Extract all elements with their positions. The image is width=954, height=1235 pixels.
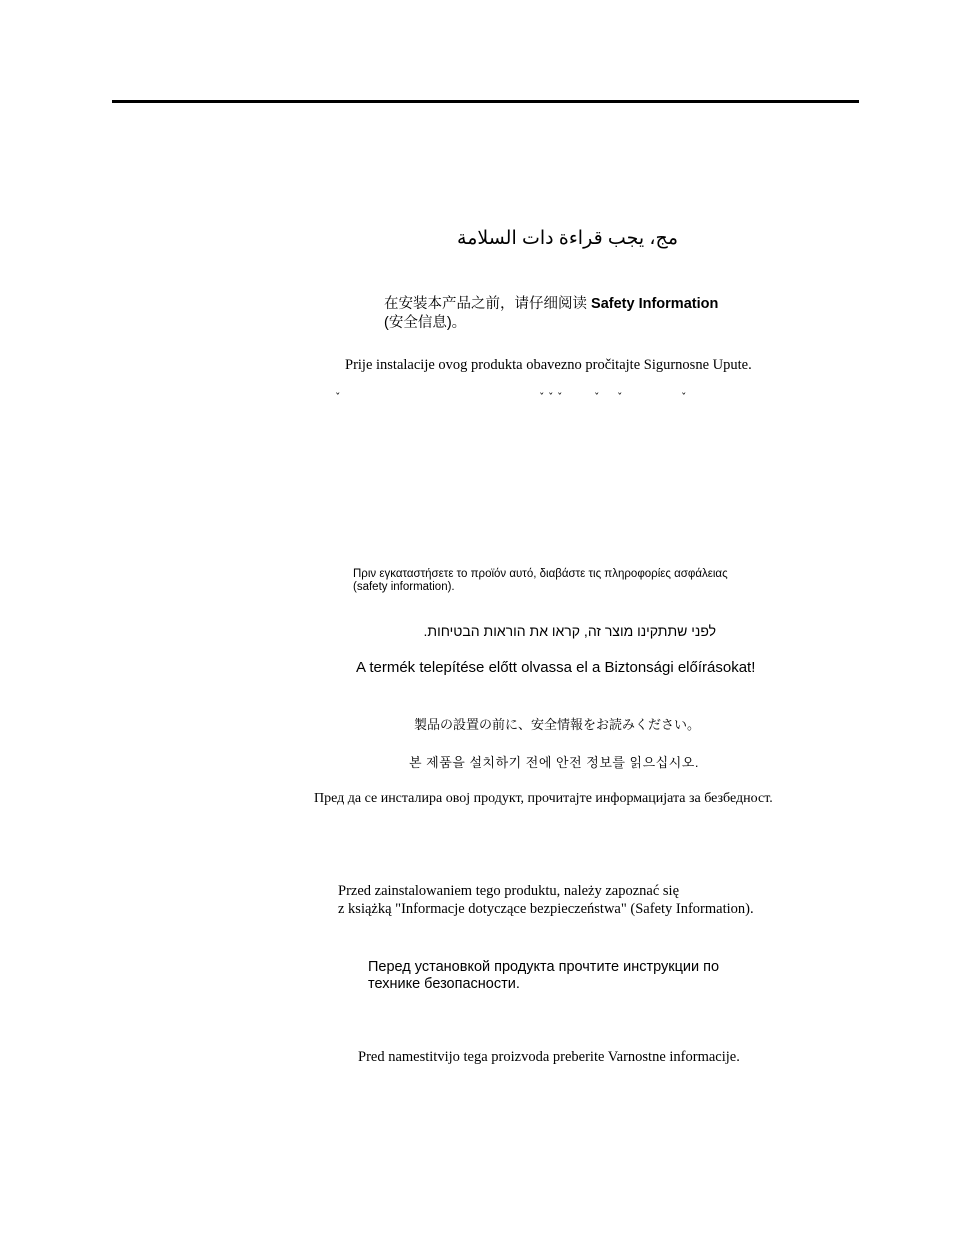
notice-chinese-line2: (安全信息)。 [384, 315, 467, 331]
notice-greek-line2: (safety information). [353, 581, 455, 593]
notice-russian-line1: Перед установкой продукта прочтите инструкции по [368, 959, 720, 975]
notice-greek-line1: Πριν εγκαταστήσετε το προϊόν αυτό, διαβάστε τις πληροφορίες ασφάλειας [353, 568, 728, 580]
notice-korean: 본 제품을 설치하기 전에 안전 정보를 읽으십시오. [409, 755, 699, 770]
notice-chinese-line1 [384, 295, 718, 313]
stray-mark-3: ˇ [594, 391, 600, 404]
stray-diacritic-marks [0, 392, 954, 406]
notice-russian-line2: технике безопасности. [368, 976, 520, 992]
stray-mark-2: ˇ ˇ ˇ [539, 391, 563, 404]
stray-mark-5: ˇ [681, 391, 687, 404]
notice-hungarian: A termék telepítése előtt olvassa el a Biztonsági előírásokat! [356, 659, 756, 676]
notice-slovenian: Pred namestitvijo tega proizvoda preberite Varnostne informacije. [358, 1049, 740, 1065]
top-rule [112, 100, 859, 103]
notice-japanese: 製品の設置の前に、安全情報をお読みください。 [414, 717, 701, 732]
notice-croatian: Prije instalacije ovog produkta obavezno pročitajte Sigurnosne Upute. [345, 357, 752, 373]
stray-mark-4: ˇ [617, 391, 623, 404]
notice-hebrew: לפני שתתקינו מוצר זה, קראו את הוראות הבטיחות. [423, 623, 716, 639]
notice-chinese-text: 在安装本产品之前，请仔细阅读 [384, 296, 587, 312]
notice-chinese-safety-information: Safety Information [591, 296, 719, 312]
notice-arabic: مج، يجب قراءة دات السلامة [457, 228, 678, 249]
notice-polish-line1: Przed zainstalowaniem tego produktu, należy zapoznać się [338, 883, 680, 899]
notice-macedonian: Пред да се инсталира овој продукт, прочитајте информацијата за безбедност. [314, 791, 773, 806]
notice-polish-line2: z książką "Informacje dotyczące bezpieczeństwa" (Safety Information). [338, 901, 754, 917]
stray-mark-1: ˇ [335, 391, 341, 404]
